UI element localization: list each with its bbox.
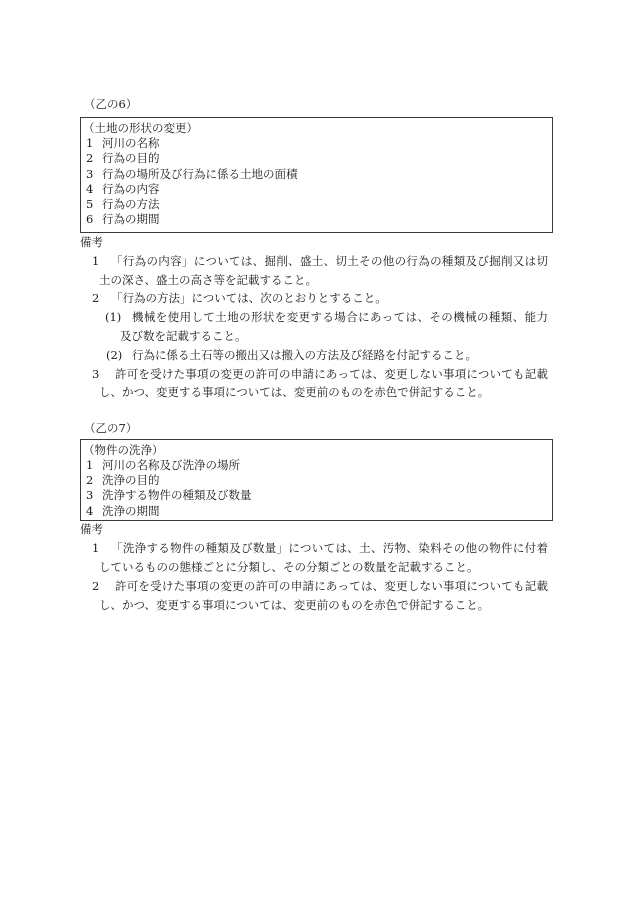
box-item bbox=[0, 151, 630, 165]
box-item bbox=[0, 136, 630, 150]
item-number: 1 bbox=[86, 136, 94, 150]
remark-line bbox=[0, 273, 630, 287]
remark-text: 許可を受けた事項の変更の許可の申請にあっては、変更しない事項についても記載 bbox=[115, 367, 548, 381]
remark-text: 「洗浄する物件の種類及び数量」については、土、汚物、染料その他の物件に付着 bbox=[111, 541, 548, 555]
remark-text: 土の深さ、盛土の高さ等を記載すること。 bbox=[99, 273, 318, 287]
item-number: 5 bbox=[86, 197, 94, 211]
subitem-text: 機械を使用して土地の形状を変更する場合にあっては、その機械の種類、能力 bbox=[132, 310, 548, 324]
remark-text: しているものの態様ごとに分類し、その分類ごとの数量を記載すること。 bbox=[99, 560, 479, 574]
remarks-heading-row bbox=[0, 522, 630, 536]
subitem-line bbox=[0, 348, 630, 362]
remark-number: 2 bbox=[92, 291, 100, 305]
item-number: 4 bbox=[86, 504, 94, 518]
remark-text: 許可を受けた事項の変更の許可の申請にあっては、変更しない事項についても記載 bbox=[115, 579, 548, 593]
item-number: 3 bbox=[86, 167, 94, 181]
box-title-row bbox=[0, 443, 630, 457]
remark-line bbox=[0, 560, 630, 574]
remark-line bbox=[0, 579, 630, 593]
item-text: 洗浄の期間 bbox=[102, 504, 160, 518]
subitem-text: 行為に係る土石等の搬出又は搬入の方法及び経路を付記すること。 bbox=[132, 348, 477, 362]
item-text: 行為の場所及び行為に係る土地の面積 bbox=[102, 167, 298, 181]
remark-line bbox=[0, 254, 630, 268]
item-number: 4 bbox=[86, 182, 94, 196]
item-text: 河川の名称及び洗浄の場所 bbox=[102, 458, 240, 472]
remark-text: 「行為の方法」については、次のとおりとすること。 bbox=[111, 291, 387, 305]
subitem-line bbox=[0, 310, 630, 324]
remark-number: 2 bbox=[92, 579, 100, 593]
section-label: （乙の7） bbox=[84, 421, 138, 435]
item-text: 洗浄の目的 bbox=[102, 473, 160, 487]
section-label-row bbox=[0, 421, 630, 435]
item-text: 行為の期間 bbox=[102, 212, 160, 226]
subitem-number: (2) bbox=[106, 348, 123, 362]
item-number: 2 bbox=[86, 473, 94, 487]
item-text: 河川の名称 bbox=[102, 136, 160, 150]
item-number: 2 bbox=[86, 151, 94, 165]
subitem-text: 及び数を記載すること。 bbox=[120, 329, 247, 343]
box-title: （土地の形状の変更） bbox=[83, 121, 198, 135]
item-text: 洗浄する物件の種類及び数量 bbox=[102, 488, 252, 502]
subitem-number: (1) bbox=[105, 310, 122, 324]
remarks-heading-row bbox=[0, 235, 630, 249]
box-item bbox=[0, 182, 630, 196]
item-number: 1 bbox=[86, 458, 94, 472]
remark-text: し、かつ、変更する事項については、変更前のものを赤色で併記すること。 bbox=[99, 598, 490, 612]
subitem-line bbox=[0, 329, 630, 343]
remark-text: し、かつ、変更する事項については、変更前のものを赤色で併記すること。 bbox=[99, 385, 490, 399]
box-item bbox=[0, 504, 630, 518]
box-item bbox=[0, 458, 630, 472]
section-label: （乙の6） bbox=[84, 97, 138, 111]
item-text: 行為の目的 bbox=[102, 151, 160, 165]
remark-text: 「行為の内容」については、掘削、盛土、切土その他の行為の種類及び掘削又は切 bbox=[111, 254, 548, 268]
remark-line bbox=[0, 367, 630, 381]
remark-number: 1 bbox=[92, 541, 100, 555]
remark-line bbox=[0, 385, 630, 399]
box-item bbox=[0, 167, 630, 181]
item-number: 3 bbox=[86, 488, 94, 502]
box-title: （物件の洗浄） bbox=[83, 443, 164, 457]
item-text: 行為の内容 bbox=[102, 182, 160, 196]
remark-number: 1 bbox=[92, 254, 100, 268]
item-number: 6 bbox=[86, 212, 94, 226]
box-item bbox=[0, 473, 630, 487]
item-text: 行為の方法 bbox=[102, 197, 160, 211]
remark-line bbox=[0, 598, 630, 612]
remark-line bbox=[0, 291, 630, 305]
remarks-heading: 備考 bbox=[80, 235, 103, 249]
box-title-row bbox=[0, 121, 630, 135]
remark-line bbox=[0, 541, 630, 555]
remark-number: 3 bbox=[92, 367, 100, 381]
box-item bbox=[0, 488, 630, 502]
section-label-row bbox=[0, 97, 630, 111]
box-item bbox=[0, 197, 630, 211]
box-item bbox=[0, 212, 630, 226]
remarks-heading: 備考 bbox=[80, 522, 103, 536]
